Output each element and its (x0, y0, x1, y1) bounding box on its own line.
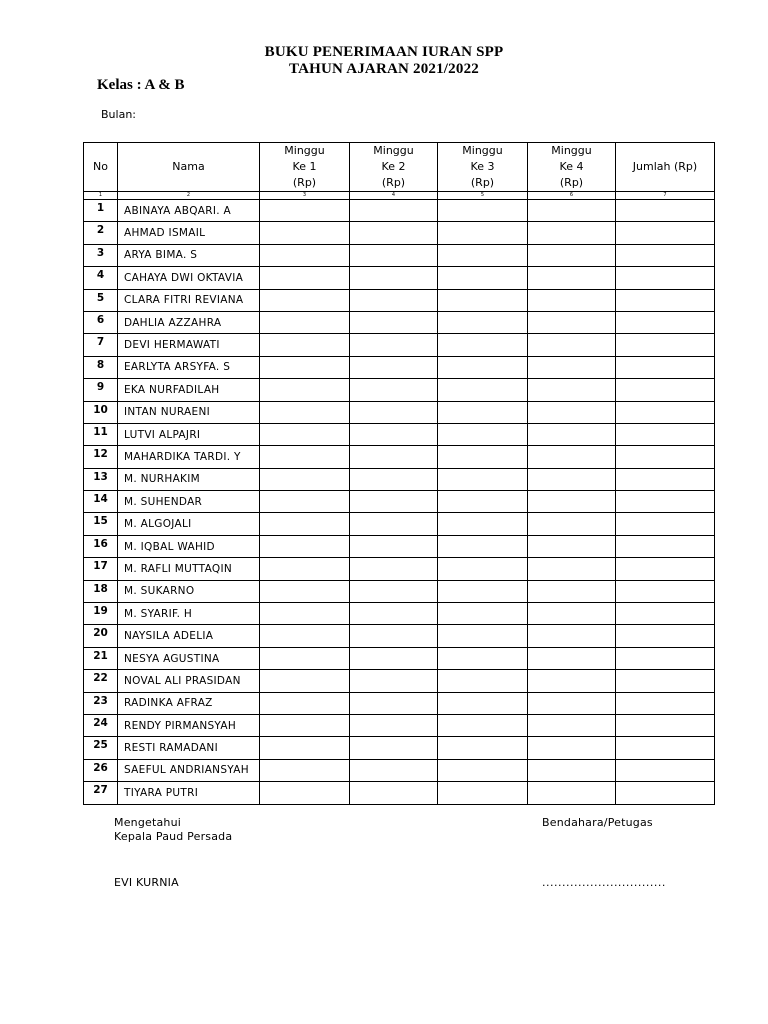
treasurer-title: Bendahara/Petugas (542, 816, 653, 829)
minggu-2-cell (350, 491, 438, 513)
col-header-minggu-2-line3: (Rp) (381, 176, 406, 189)
table-row (84, 670, 715, 692)
jumlah-cell (616, 625, 715, 647)
col-header-minggu-1-line3: (Rp) (292, 176, 317, 189)
jumlah-cell (616, 334, 715, 356)
row-number: 6 (84, 311, 118, 333)
table-row (84, 759, 715, 781)
table-row (84, 714, 715, 736)
minggu-2-cell (350, 603, 438, 625)
table-row (84, 311, 715, 333)
minggu-2-cell (350, 535, 438, 557)
col-header-minggu-3-line2: Ke 3 (470, 160, 495, 173)
minggu-1-cell (260, 222, 350, 244)
minggu-2-cell (350, 670, 438, 692)
jumlah-cell (616, 603, 715, 625)
col-header-no: No (84, 143, 118, 192)
table-row (84, 222, 715, 244)
principal-title: Kepala Paud Persada (114, 830, 233, 843)
student-name: M. SYARIF. H (118, 603, 260, 625)
row-number: 8 (84, 356, 118, 378)
student-name: M. SUKARNO (118, 580, 260, 602)
minggu-4-cell (528, 491, 616, 513)
row-number: 1 (84, 200, 118, 222)
student-name: M. RAFLI MUTTAQIN (118, 558, 260, 580)
minggu-1-cell (260, 759, 350, 781)
col-header-minggu-4-line1: Minggu (551, 144, 592, 157)
student-name: NAYSILA ADELIA (118, 625, 260, 647)
row-number: 24 (84, 714, 118, 736)
col-header-minggu-3-line3: (Rp) (470, 176, 495, 189)
minggu-2-cell (350, 311, 438, 333)
row-number: 23 (84, 692, 118, 714)
row-number: 18 (84, 580, 118, 602)
student-name: RADINKA AFRAZ (118, 692, 260, 714)
student-name: ABINAYA ABQARI. A (118, 200, 260, 222)
student-name: EKA NURFADILAH (118, 379, 260, 401)
col-header-minggu-4-line3: (Rp) (559, 176, 584, 189)
minggu-1-cell (260, 289, 350, 311)
table-row (84, 625, 715, 647)
minggu-3-cell (438, 513, 528, 535)
table-row (84, 692, 715, 714)
minggu-1-cell (260, 244, 350, 266)
minggu-4-cell (528, 603, 616, 625)
student-name: RESTI RAMADANI (118, 737, 260, 759)
column-number: 6 (528, 192, 616, 200)
student-name: EARLYTA ARSYFA. S (118, 356, 260, 378)
table-row (84, 535, 715, 557)
row-number: 12 (84, 446, 118, 468)
row-number: 25 (84, 737, 118, 759)
minggu-2-cell (350, 468, 438, 490)
column-number: 4 (350, 192, 438, 200)
row-number: 22 (84, 670, 118, 692)
minggu-3-cell (438, 289, 528, 311)
row-number: 20 (84, 625, 118, 647)
jumlah-cell (616, 782, 715, 804)
jumlah-cell (616, 535, 715, 557)
minggu-2-cell (350, 200, 438, 222)
student-name: NESYA AGUSTINA (118, 647, 260, 669)
principal-name: EVI KURNIA (114, 876, 179, 889)
minggu-3-cell (438, 535, 528, 557)
jumlah-cell (616, 244, 715, 266)
jumlah-cell (616, 222, 715, 244)
minggu-4-cell (528, 513, 616, 535)
table-row (84, 491, 715, 513)
minggu-3-cell (438, 714, 528, 736)
col-header-jumlah: Jumlah (Rp) (616, 143, 715, 192)
table-body (84, 200, 715, 805)
row-number: 14 (84, 491, 118, 513)
student-name: M. SUHENDAR (118, 491, 260, 513)
minggu-2-cell (350, 446, 438, 468)
minggu-1-cell (260, 401, 350, 423)
col-header-minggu-1-line2: Ke 1 (292, 160, 317, 173)
minggu-1-cell (260, 379, 350, 401)
jumlah-cell (616, 423, 715, 445)
col-header-minggu-2 (350, 143, 438, 192)
jumlah-cell (616, 379, 715, 401)
minggu-2-cell (350, 737, 438, 759)
jumlah-cell (616, 692, 715, 714)
row-number: 3 (84, 244, 118, 266)
student-name: DAHLIA AZZAHRA (118, 311, 260, 333)
minggu-2-cell (350, 401, 438, 423)
minggu-1-cell (260, 334, 350, 356)
minggu-2-cell (350, 356, 438, 378)
row-number: 9 (84, 379, 118, 401)
jumlah-cell (616, 468, 715, 490)
minggu-1-cell (260, 356, 350, 378)
minggu-3-cell (438, 401, 528, 423)
column-number: 3 (260, 192, 350, 200)
table-row (84, 267, 715, 289)
minggu-3-cell (438, 356, 528, 378)
student-name: SAEFUL ANDRIANSYAH (118, 759, 260, 781)
col-header-minggu-4-line2: Ke 4 (559, 160, 584, 173)
minggu-2-cell (350, 782, 438, 804)
minggu-2-cell (350, 222, 438, 244)
table-row (84, 580, 715, 602)
row-number: 15 (84, 513, 118, 535)
minggu-2-cell (350, 759, 438, 781)
minggu-3-cell (438, 244, 528, 266)
minggu-1-cell (260, 782, 350, 804)
student-name: MAHARDIKA TARDI. Y (118, 446, 260, 468)
jumlah-cell (616, 737, 715, 759)
minggu-4-cell (528, 334, 616, 356)
minggu-2-cell (350, 513, 438, 535)
column-number-row (84, 192, 715, 200)
col-header-minggu-1-line1: Minggu (284, 144, 325, 157)
minggu-4-cell (528, 267, 616, 289)
row-number: 11 (84, 423, 118, 445)
minggu-3-cell (438, 423, 528, 445)
col-header-minggu-3-line1: Minggu (462, 144, 503, 157)
student-name: M. IQBAL WAHID (118, 535, 260, 557)
row-number: 4 (84, 267, 118, 289)
column-number: 7 (616, 192, 715, 200)
table-row (84, 423, 715, 445)
minggu-2-cell (350, 647, 438, 669)
jumlah-cell (616, 289, 715, 311)
minggu-4-cell (528, 423, 616, 445)
student-name: LUTVI ALPAJRI (118, 423, 260, 445)
minggu-1-cell (260, 535, 350, 557)
jumlah-cell (616, 558, 715, 580)
minggu-3-cell (438, 580, 528, 602)
document-title: BUKU PENERIMAAN IURAN SPP (264, 44, 504, 60)
minggu-4-cell (528, 692, 616, 714)
jumlah-cell (616, 401, 715, 423)
row-number: 2 (84, 222, 118, 244)
student-name: CLARA FITRI REVIANA (118, 289, 260, 311)
table-row (84, 244, 715, 266)
row-number: 7 (84, 334, 118, 356)
minggu-3-cell (438, 222, 528, 244)
minggu-4-cell (528, 580, 616, 602)
minggu-3-cell (438, 558, 528, 580)
table-header-row (84, 143, 715, 192)
col-header-minggu-2-line2: Ke 2 (381, 160, 406, 173)
minggu-3-cell (438, 670, 528, 692)
minggu-2-cell (350, 692, 438, 714)
minggu-2-cell (350, 558, 438, 580)
student-name: M. NURHAKIM (118, 468, 260, 490)
student-name: NOVAL ALI PRASIDAN (118, 670, 260, 692)
minggu-2-cell (350, 244, 438, 266)
table-row (84, 289, 715, 311)
minggu-2-cell (350, 625, 438, 647)
minggu-4-cell (528, 670, 616, 692)
minggu-1-cell (260, 670, 350, 692)
table-row (84, 558, 715, 580)
table-row (84, 647, 715, 669)
table-row (84, 446, 715, 468)
minggu-4-cell (528, 401, 616, 423)
treasurer-signature-line: ............................... (542, 876, 666, 889)
col-header-minggu-3 (438, 143, 528, 192)
minggu-3-cell (438, 468, 528, 490)
minggu-3-cell (438, 446, 528, 468)
minggu-3-cell (438, 491, 528, 513)
minggu-2-cell (350, 580, 438, 602)
table-row (84, 200, 715, 222)
minggu-3-cell (438, 625, 528, 647)
student-name: AHMAD ISMAIL (118, 222, 260, 244)
col-header-nama: Nama (118, 143, 260, 192)
jumlah-cell (616, 491, 715, 513)
col-header-minggu-4 (528, 143, 616, 192)
jumlah-cell (616, 267, 715, 289)
column-number: 5 (438, 192, 528, 200)
minggu-3-cell (438, 379, 528, 401)
minggu-4-cell (528, 782, 616, 804)
minggu-2-cell (350, 423, 438, 445)
minggu-4-cell (528, 737, 616, 759)
academic-year-title: TAHUN AJARAN 2021/2022 (289, 61, 479, 77)
student-name: ARYA BIMA. S (118, 244, 260, 266)
minggu-3-cell (438, 737, 528, 759)
jumlah-cell (616, 714, 715, 736)
student-name: INTAN NURAENI (118, 401, 260, 423)
minggu-1-cell (260, 311, 350, 333)
jumlah-cell (616, 670, 715, 692)
minggu-3-cell (438, 759, 528, 781)
payment-table (83, 142, 715, 805)
minggu-1-cell (260, 580, 350, 602)
minggu-4-cell (528, 244, 616, 266)
table-row (84, 379, 715, 401)
table-row (84, 782, 715, 804)
row-number: 26 (84, 759, 118, 781)
row-number: 27 (84, 782, 118, 804)
minggu-4-cell (528, 356, 616, 378)
minggu-3-cell (438, 603, 528, 625)
minggu-4-cell (528, 647, 616, 669)
minggu-4-cell (528, 558, 616, 580)
jumlah-cell (616, 446, 715, 468)
row-number: 13 (84, 468, 118, 490)
minggu-1-cell (260, 737, 350, 759)
minggu-4-cell (528, 468, 616, 490)
row-number: 21 (84, 647, 118, 669)
jumlah-cell (616, 647, 715, 669)
minggu-1-cell (260, 200, 350, 222)
minggu-1-cell (260, 647, 350, 669)
table-row (84, 603, 715, 625)
table-row (84, 356, 715, 378)
minggu-1-cell (260, 491, 350, 513)
minggu-1-cell (260, 423, 350, 445)
class-label: Kelas : A & B (97, 77, 185, 93)
row-number: 16 (84, 535, 118, 557)
minggu-1-cell (260, 692, 350, 714)
student-name: CAHAYA DWI OKTAVIA (118, 267, 260, 289)
minggu-2-cell (350, 334, 438, 356)
minggu-3-cell (438, 647, 528, 669)
jumlah-cell (616, 513, 715, 535)
minggu-1-cell (260, 558, 350, 580)
minggu-4-cell (528, 759, 616, 781)
minggu-1-cell (260, 267, 350, 289)
minggu-1-cell (260, 603, 350, 625)
student-name: M. ALGOJALI (118, 513, 260, 535)
table-row (84, 334, 715, 356)
minggu-1-cell (260, 714, 350, 736)
acknowledged-label: Mengetahui (114, 816, 182, 829)
minggu-4-cell (528, 379, 616, 401)
table-row (84, 401, 715, 423)
minggu-1-cell (260, 468, 350, 490)
table-row (84, 513, 715, 535)
jumlah-cell (616, 200, 715, 222)
minggu-1-cell (260, 625, 350, 647)
column-number: 2 (118, 192, 260, 200)
minggu-4-cell (528, 535, 616, 557)
minggu-3-cell (438, 782, 528, 804)
row-number: 17 (84, 558, 118, 580)
table-row (84, 468, 715, 490)
minggu-2-cell (350, 267, 438, 289)
minggu-3-cell (438, 311, 528, 333)
student-name: DEVI HERMAWATI (118, 334, 260, 356)
minggu-4-cell (528, 289, 616, 311)
jumlah-cell (616, 759, 715, 781)
jumlah-cell (616, 356, 715, 378)
col-header-minggu-1 (260, 143, 350, 192)
jumlah-cell (616, 580, 715, 602)
minggu-4-cell (528, 311, 616, 333)
minggu-4-cell (528, 625, 616, 647)
month-label: Bulan: (101, 108, 136, 121)
column-number: 1 (84, 192, 118, 200)
minggu-3-cell (438, 200, 528, 222)
col-header-minggu-2-line1: Minggu (373, 144, 414, 157)
jumlah-cell (616, 311, 715, 333)
minggu-4-cell (528, 714, 616, 736)
row-number: 5 (84, 289, 118, 311)
minggu-2-cell (350, 714, 438, 736)
minggu-3-cell (438, 334, 528, 356)
minggu-4-cell (528, 222, 616, 244)
minggu-3-cell (438, 692, 528, 714)
minggu-1-cell (260, 513, 350, 535)
minggu-4-cell (528, 446, 616, 468)
minggu-2-cell (350, 379, 438, 401)
minggu-2-cell (350, 289, 438, 311)
row-number: 19 (84, 603, 118, 625)
minggu-4-cell (528, 200, 616, 222)
student-name: RENDY PIRMANSYAH (118, 714, 260, 736)
row-number: 10 (84, 401, 118, 423)
student-name: TIYARA PUTRI (118, 782, 260, 804)
minggu-3-cell (438, 267, 528, 289)
table-row (84, 737, 715, 759)
minggu-1-cell (260, 446, 350, 468)
